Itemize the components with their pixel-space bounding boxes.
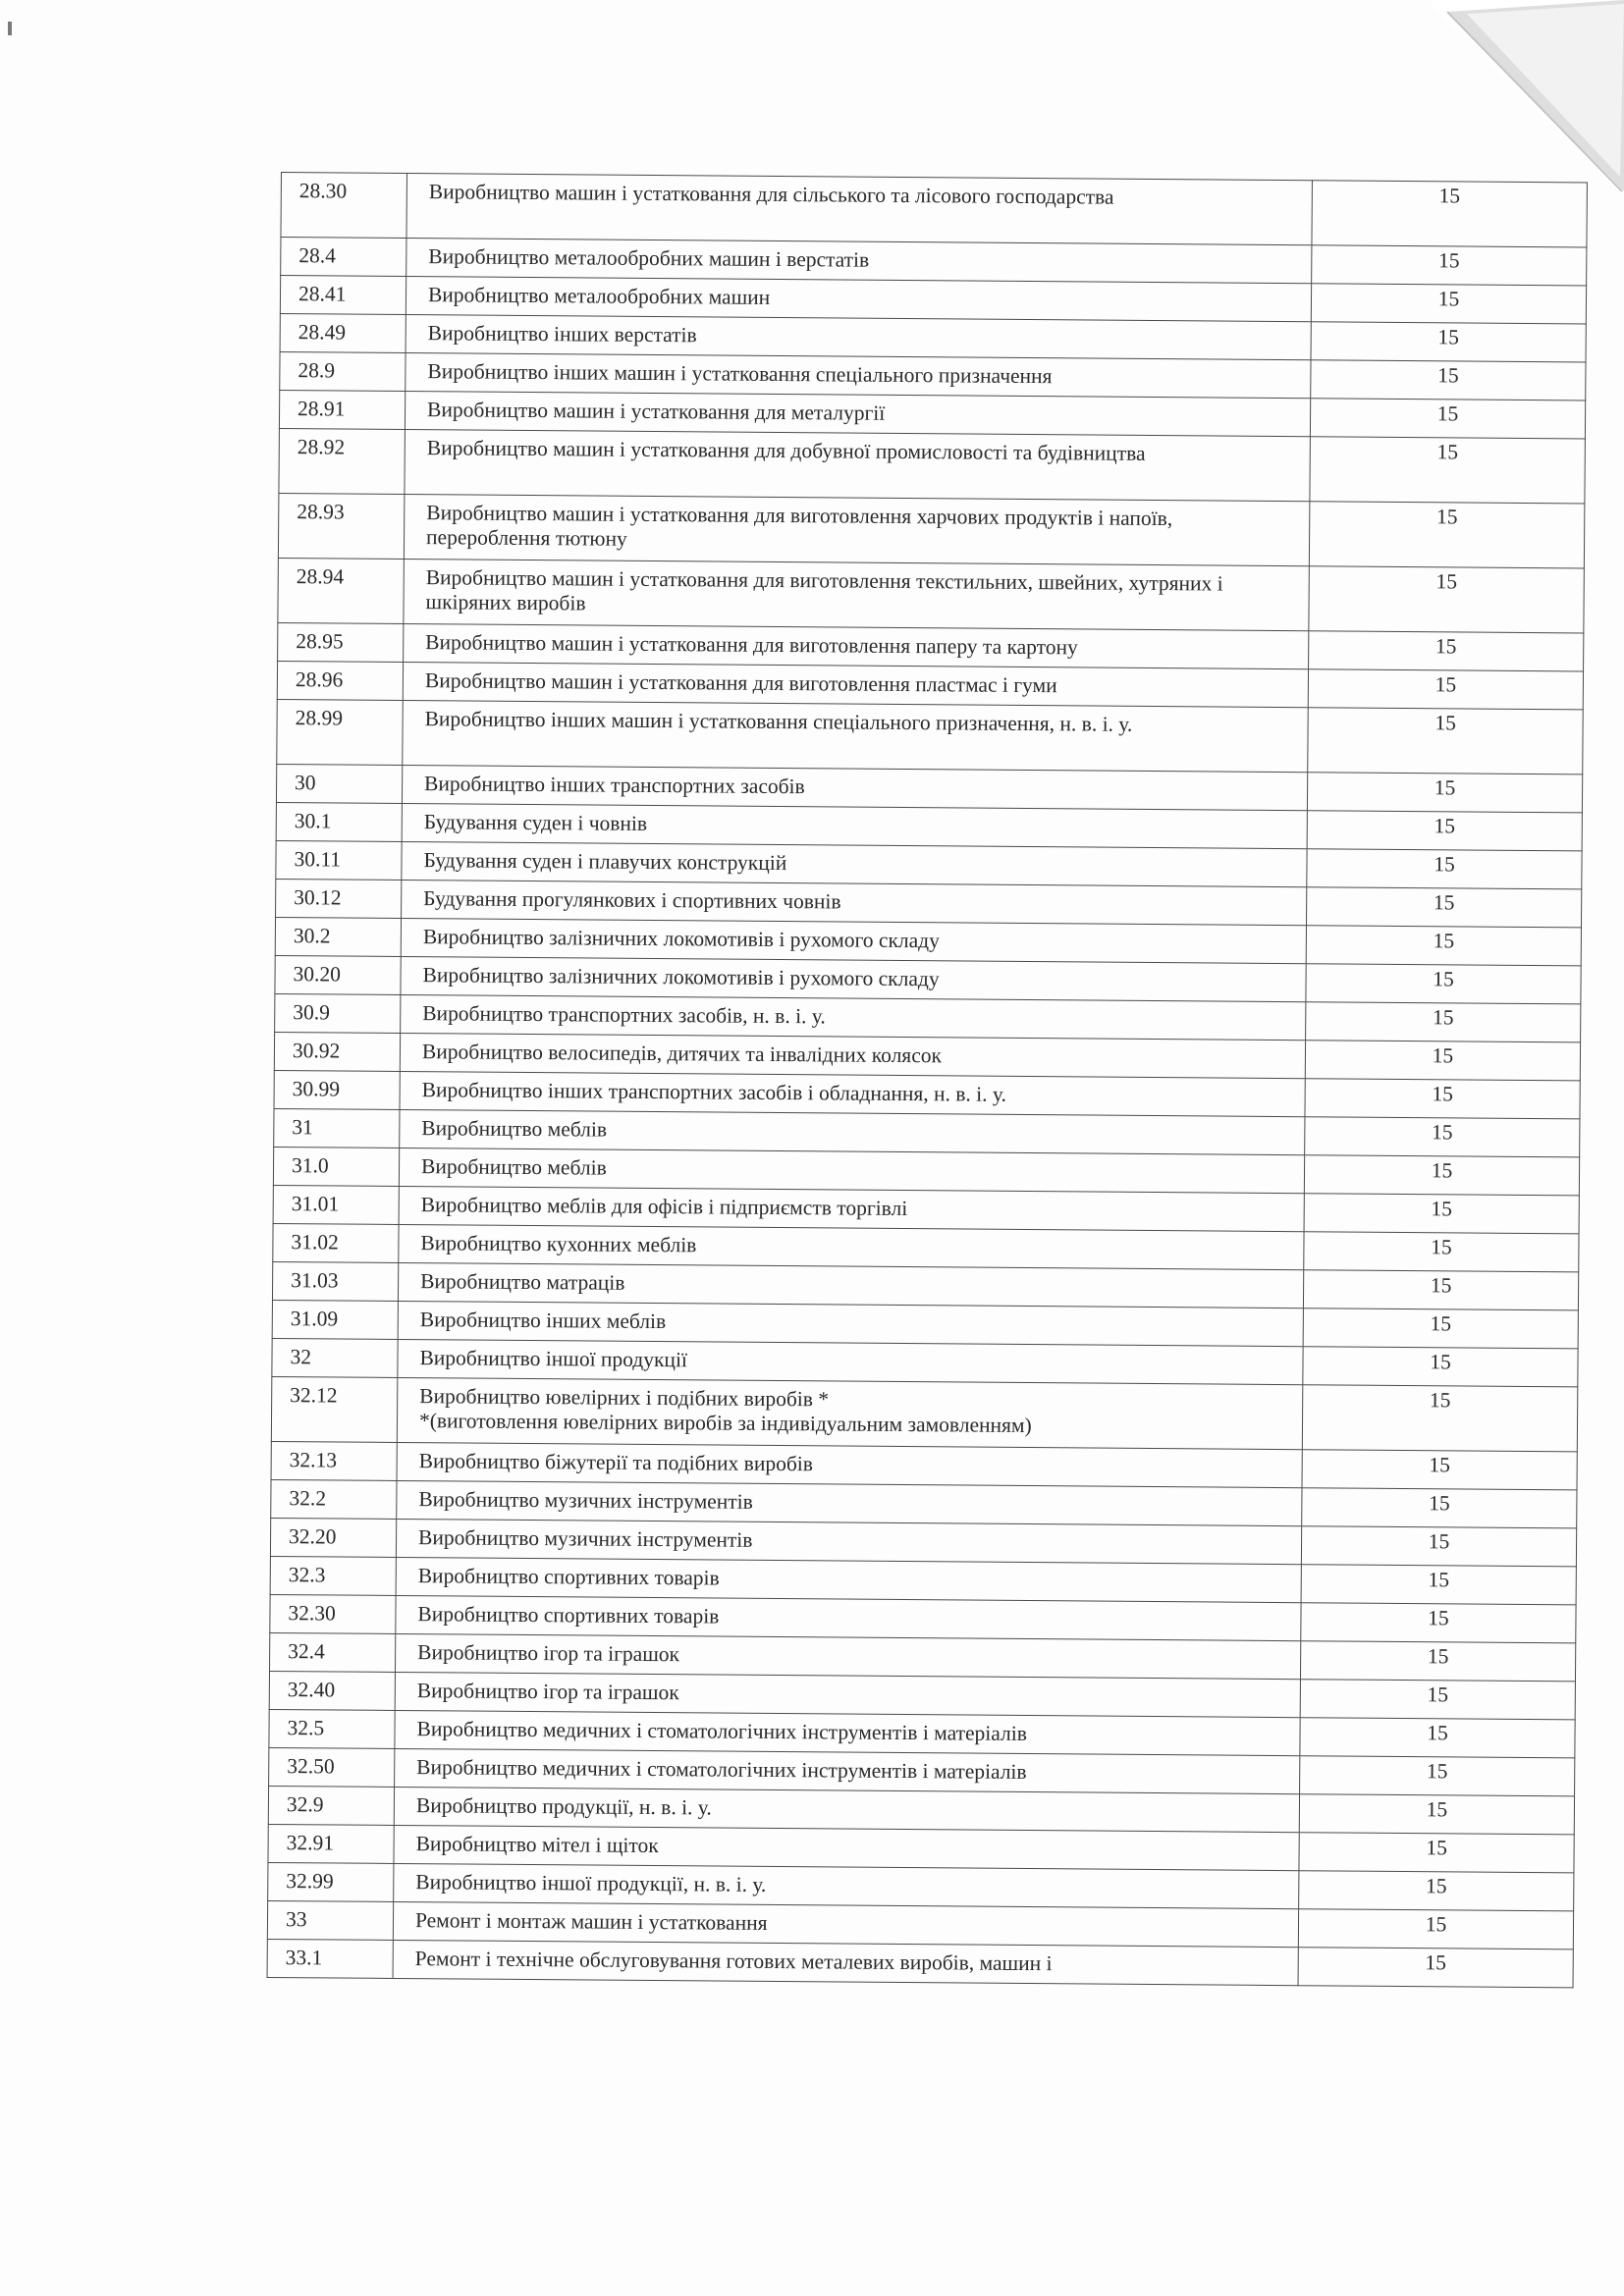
activity-name: Виробництво машин і устатковання для сільського та лісового господарства (428, 180, 1114, 209)
activity-name: Виробництво інших транспортних засобів і обладнання, н. в. і. у. (421, 1078, 1007, 1106)
activity-name: Виробництво інших машин і устатковання спеціального призначення, н. в. і. у. (424, 707, 1133, 736)
activity-name: Виробництво іншої продукції, н. в. і. у. (415, 1870, 767, 1896)
activity-code: 30.12 (276, 879, 402, 918)
folded-corner-shape (1428, 0, 1624, 196)
rate-value: 15 (1301, 1526, 1576, 1567)
activity-code: 30.9 (275, 993, 401, 1033)
activity-name-cell (403, 700, 1308, 772)
activity-code: 31.0 (273, 1147, 399, 1186)
table-row (271, 1376, 1577, 1451)
rate-value: 15 (1301, 1565, 1576, 1605)
activity-name: Виробництво ігор та іграшок (416, 1679, 679, 1705)
table-row (281, 173, 1587, 247)
activity-name: Виробництво машин і устатковання для виготовлення харчових продуктів і напоїв, перероблення тютюну (425, 501, 1173, 551)
activity-name: Виробництво металообробних машин (427, 283, 771, 309)
rate-value: 15 (1308, 669, 1583, 710)
rate-value: 15 (1300, 1718, 1575, 1758)
activity-code: 32 (272, 1338, 398, 1377)
rate-value: 15 (1302, 1450, 1577, 1490)
rate-value: 15 (1300, 1756, 1575, 1796)
activity-code: 32.40 (269, 1671, 395, 1710)
rate-value: 15 (1311, 284, 1586, 324)
activity-name: Виробництво машин і устатковання для виготовлення текстильних, швейних, хутряних і шкіряних виробів (425, 565, 1223, 615)
activity-code: 28.41 (280, 276, 406, 315)
activity-code: 32.12 (271, 1376, 398, 1442)
rate-value: 15 (1311, 360, 1586, 400)
activity-name-cell (404, 494, 1309, 565)
activity-code: 28.94 (278, 558, 405, 623)
activity-code: 32.13 (271, 1441, 397, 1480)
activity-name: Виробництво меблів для офісів і підприємств торгівлі (420, 1193, 908, 1221)
activity-code: 31 (274, 1108, 400, 1148)
table-row (278, 558, 1584, 632)
activity-name: Виробництво залізничних локомотивів і рухомого складу (422, 925, 941, 953)
activity-code: 30.99 (274, 1070, 400, 1109)
table-row (279, 428, 1585, 503)
activity-name: Виробництво матраців (420, 1269, 625, 1295)
activity-code: 28.93 (278, 493, 405, 559)
activity-code: 31.01 (273, 1185, 399, 1224)
rate-value: 15 (1305, 1041, 1580, 1081)
rate-value: 15 (1298, 1909, 1573, 1949)
rate-value: 15 (1307, 849, 1582, 889)
activity-code: 30.1 (276, 802, 402, 841)
rate-value: 15 (1302, 1488, 1577, 1528)
activity-name: Виробництво іншої продукції (419, 1346, 688, 1372)
activity-code: 28.91 (279, 390, 405, 429)
activity-code: 32.4 (270, 1632, 396, 1672)
activity-name: Виробництво спортивних товарів (417, 1564, 720, 1590)
activity-code: 28.92 (279, 428, 406, 494)
rate-value: 15 (1306, 926, 1581, 966)
activity-name: Виробництво інших машин і устатковання спеціального призначення (427, 359, 1053, 389)
rate-value: 15 (1305, 1079, 1580, 1119)
rate-value: 15 (1306, 964, 1581, 1004)
activity-name: Виробництво медичних і стоматологічних інструментів і матеріалів (416, 1717, 1028, 1746)
activity-name: Виробництво залізничних локомотивів і рухомого складу (422, 963, 940, 991)
rate-value: 15 (1310, 399, 1585, 439)
activity-code: 32.3 (270, 1556, 396, 1595)
rate-value: 15 (1303, 1347, 1578, 1387)
activity-code: 32.5 (269, 1709, 395, 1748)
activity-code: 28.99 (277, 699, 404, 765)
activity-name: Виробництво музичних інструментів (417, 1525, 753, 1552)
activity-name: Виробництво машин і устатковання для металургії (427, 398, 886, 425)
activity-name: Виробництво металообробних машин і верстатів (428, 244, 870, 272)
activity-code: 28.49 (280, 313, 406, 352)
rate-value: 15 (1307, 811, 1582, 851)
rate-value: 15 (1309, 502, 1585, 568)
activity-codes-table (267, 172, 1588, 1988)
activity-name-cell (397, 1377, 1302, 1449)
activity-code: 28.30 (281, 173, 407, 239)
activity-code: 28.95 (278, 622, 404, 662)
activity-name: Виробництво біжутерії та подібних виробів (418, 1449, 814, 1476)
activity-name: Виробництво меблів (420, 1154, 607, 1180)
activity-code: 31.03 (272, 1261, 398, 1301)
activity-name: Виробництво мітел і щіток (415, 1832, 659, 1858)
rate-value: 15 (1308, 708, 1584, 774)
activity-code: 30.20 (275, 955, 401, 994)
activity-name: Виробництво велосипедів, дитячих та інвалідних колясок (421, 1040, 943, 1068)
activity-name: Виробництво медичних і стоматологічних інструментів і матеріалів (416, 1755, 1027, 1785)
activity-name: Виробництво машин і устатковання для виготовлення паперу та картону (425, 630, 1078, 660)
activity-name: Виробництво машин і устатковання для виготовлення пластмас і гуми (424, 668, 1057, 698)
activity-name-cell (406, 174, 1312, 245)
activity-code: 30.92 (274, 1032, 400, 1071)
activity-code: 32.2 (271, 1479, 397, 1519)
activity-code: 28.9 (280, 351, 406, 391)
activity-code: 33.1 (267, 1939, 393, 1978)
rate-value: 15 (1300, 1680, 1575, 1720)
rate-value: 15 (1300, 1641, 1575, 1682)
table-row (278, 493, 1584, 567)
activity-code: 32.9 (268, 1786, 394, 1825)
rate-value: 15 (1305, 1117, 1580, 1157)
activity-note: *(виготовлення ювелірних виробів за індивідуальним замовленням) (418, 1409, 1032, 1438)
rate-value: 15 (1299, 1833, 1574, 1873)
rate-value: 15 (1309, 631, 1584, 671)
activity-code: 32.50 (269, 1747, 395, 1787)
activity-name: Виробництво інших меблів (419, 1308, 667, 1334)
rate-value: 15 (1311, 322, 1586, 362)
rate-value: 15 (1312, 245, 1587, 286)
activity-name: Виробництво машин і устатковання для добувної промисловості та будівництва (426, 436, 1146, 465)
activity-code: 31.09 (272, 1300, 398, 1339)
rate-value: 15 (1302, 1385, 1578, 1452)
folded-corner (1428, 0, 1624, 196)
activity-code: 30 (276, 764, 402, 803)
activity-code: 31.02 (273, 1223, 399, 1262)
activity-code: 32.99 (268, 1862, 394, 1901)
rate-value: 15 (1312, 181, 1588, 247)
activity-name-cell (404, 559, 1309, 630)
activity-code: 28.4 (281, 238, 406, 277)
rate-value: 15 (1306, 1002, 1581, 1042)
activity-code: 28.96 (277, 661, 403, 700)
activity-name: Виробництво транспортних засобів, н. в. і. у. (422, 1001, 826, 1029)
activity-code: 32.30 (270, 1594, 396, 1633)
rate-value: 15 (1301, 1603, 1576, 1643)
activity-name: Виробництво меблів (421, 1116, 608, 1142)
rate-value: 15 (1298, 1948, 1573, 1988)
activity-name: Виробництво ювелірних і подібних виробів * (419, 1384, 830, 1412)
activity-code: 30.11 (276, 840, 402, 880)
rate-value: 15 (1303, 1270, 1578, 1310)
rate-value: 15 (1299, 1794, 1574, 1835)
table-row (277, 699, 1583, 774)
rate-value: 15 (1309, 566, 1585, 633)
rate-value: 15 (1304, 1194, 1579, 1234)
activity-name: Виробництво музичних інструментів (418, 1487, 753, 1514)
activity-name: Виробництво продукції, н. в. і. у. (415, 1793, 712, 1820)
activity-code: 32.91 (268, 1824, 394, 1863)
activity-code: 32.20 (270, 1518, 396, 1557)
scan-edge-mark (8, 22, 12, 35)
activity-name: Виробництво спортивних товарів (417, 1602, 720, 1629)
rate-value: 15 (1303, 1308, 1578, 1349)
activity-name-cell (405, 430, 1310, 502)
activity-name: Ремонт і монтаж машин і устатковання (414, 1908, 768, 1935)
activity-name: Виробництво кухонних меблів (420, 1231, 697, 1257)
activity-code: 33 (267, 1900, 393, 1940)
activity-name: Виробництво інших верстатів (427, 321, 697, 347)
activity-name-cell (393, 1940, 1298, 1985)
activity-name: Виробництво ігор та іграшок (417, 1640, 680, 1667)
rate-value: 15 (1299, 1871, 1574, 1911)
activity-name: Виробництво інших транспортних засобів (424, 772, 805, 799)
rate-value: 15 (1310, 437, 1586, 504)
activity-name: Будування суден і човнів (423, 810, 648, 835)
rate-value: 15 (1304, 1232, 1579, 1272)
rate-value: 15 (1307, 773, 1582, 813)
rate-value: 15 (1307, 887, 1582, 928)
activity-name: Будування суден і плавучих конструкцій (423, 848, 787, 876)
activity-name: Будування прогулянкових і спортивних човнів (423, 886, 841, 914)
table-body (267, 173, 1587, 1988)
activity-name: Ремонт і технічне обслуговування готових металевих виробів, машин і (414, 1947, 1053, 1976)
rate-value: 15 (1304, 1155, 1579, 1196)
activity-code: 30.2 (275, 917, 401, 956)
